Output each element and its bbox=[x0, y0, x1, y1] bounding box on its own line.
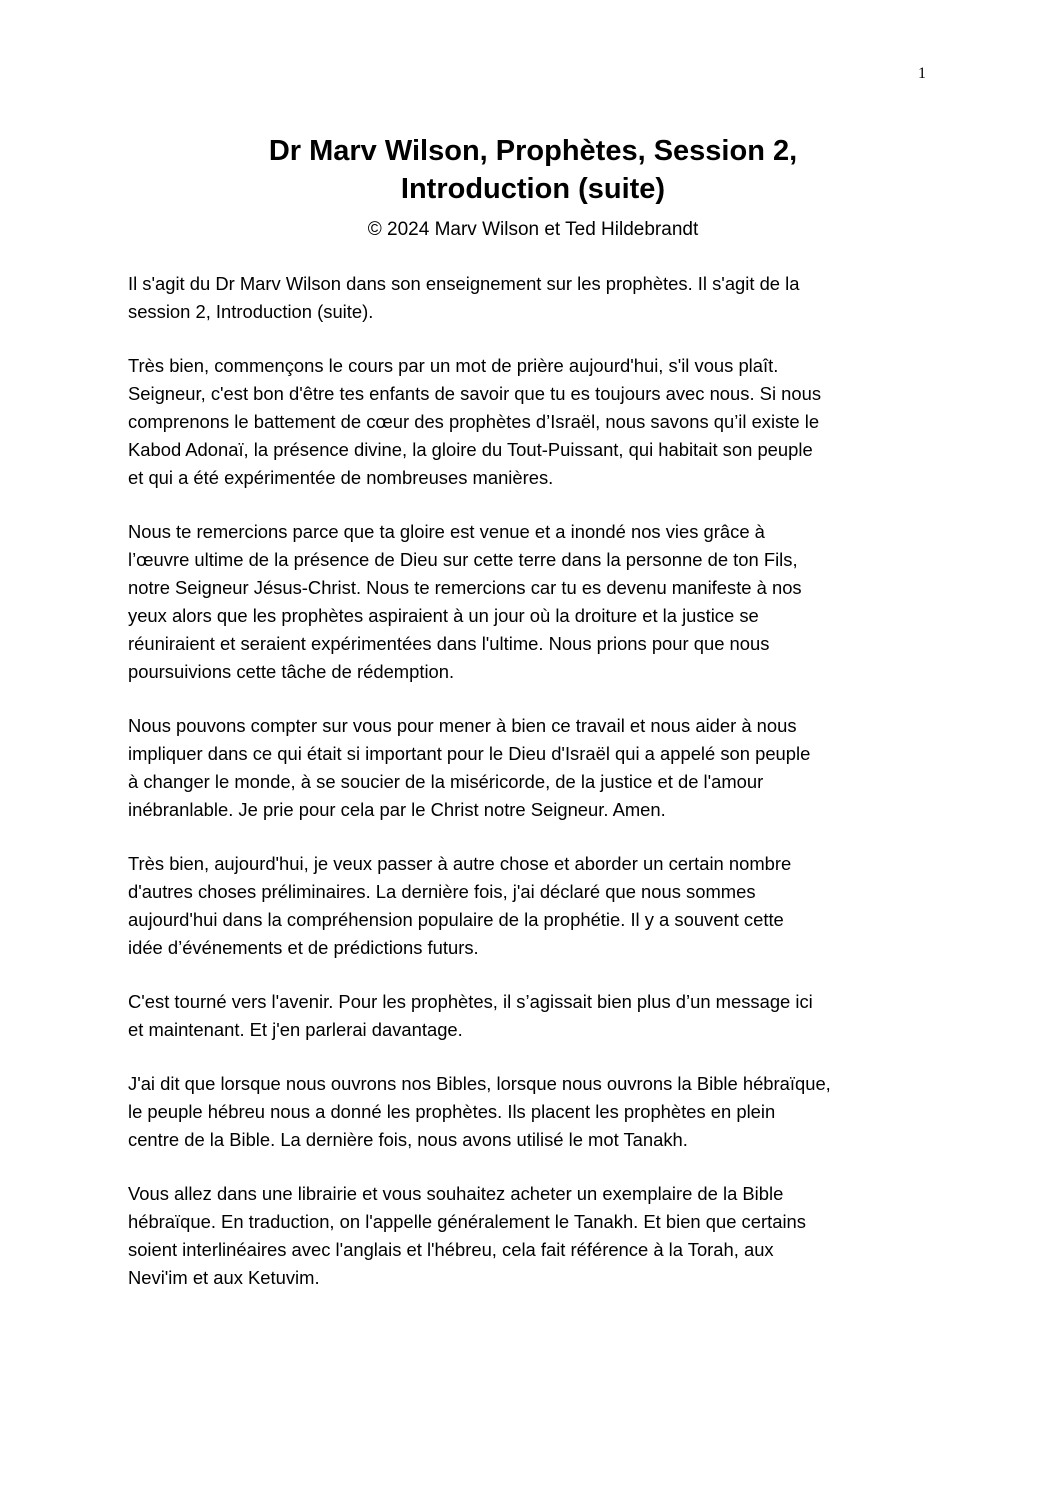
paragraph-line: Kabod Adonaï, la présence divine, la gloire du Tout-Puissant, qui habitait son peuple bbox=[128, 439, 813, 460]
paragraph-line: Très bien, commençons le cours par un mot de prière aujourd'hui, s'il vous plaît. bbox=[128, 355, 779, 376]
paragraph-line: centre de la Bible. La dernière fois, nous avons utilisé le mot Tanakh. bbox=[128, 1129, 688, 1150]
paragraph-line: l’œuvre ultime de la présence de Dieu sur cette terre dans la personne de ton Fils, bbox=[128, 549, 798, 570]
paragraph-line: Nous pouvons compter sur vous pour mener à bien ce travail et nous aider à nous bbox=[128, 715, 797, 736]
paragraph bbox=[128, 518, 938, 686]
paragraph-line: impliquer dans ce qui était si important pour le Dieu d'Israël qui a appelé son peuple bbox=[128, 743, 811, 764]
page-number: 1 bbox=[918, 65, 926, 82]
paragraph bbox=[128, 270, 938, 326]
paragraph-line: yeux alors que les prophètes aspiraient à un jour où la droiture et la justice se bbox=[128, 605, 759, 626]
paragraph-line: Nevi'im et aux Ketuvim. bbox=[128, 1267, 320, 1288]
document-title bbox=[128, 132, 938, 208]
paragraph-line: d'autres choses préliminaires. La dernière fois, j'ai déclaré que nous sommes bbox=[128, 881, 756, 902]
paragraph-line: soient interlinéaires avec l'anglais et l'hébreu, cela fait référence à la Torah, aux bbox=[128, 1239, 774, 1260]
paragraph-line: réuniraient et seraient expérimentées dans l'ultime. Nous prions pour que nous bbox=[128, 633, 770, 654]
paragraph-line: et maintenant. Et j'en parlerai davantage. bbox=[128, 1019, 463, 1040]
paragraph-line: notre Seigneur Jésus-Christ. Nous te remercions car tu es devenu manifeste à nos bbox=[128, 577, 802, 598]
document-body bbox=[128, 270, 938, 1318]
paragraph bbox=[128, 850, 938, 962]
copyright-notice: © 2024 Marv Wilson et Ted Hildebrandt bbox=[367, 219, 699, 240]
paragraph bbox=[128, 352, 938, 492]
paragraph-line: session 2, Introduction (suite). bbox=[128, 301, 374, 322]
paragraph-line: Nous te remercions parce que ta gloire est venue et a inondé nos vies grâce à bbox=[128, 521, 765, 542]
paragraph-line: hébraïque. En traduction, on l'appelle généralement le Tanakh. Et bien que certains bbox=[128, 1211, 806, 1232]
paragraph-line: à changer le monde, à se soucier de la miséricorde, de la justice et de l'amour bbox=[128, 771, 764, 792]
paragraph-line: et qui a été expérimentée de nombreuses manières. bbox=[128, 467, 554, 488]
paragraph bbox=[128, 988, 938, 1044]
paragraph-line: aujourd'hui dans la compréhension populaire de la prophétie. Il y a souvent cette bbox=[128, 909, 784, 930]
paragraph-line: poursuivions cette tâche de rédemption. bbox=[128, 661, 455, 682]
paragraph-line: Très bien, aujourd'hui, je veux passer à autre chose et aborder un certain nombre bbox=[128, 853, 792, 874]
paragraph bbox=[128, 712, 938, 824]
paragraph-line: Il s'agit du Dr Marv Wilson dans son enseignement sur les prophètes. Il s'agit de la bbox=[128, 273, 800, 294]
paragraph-line: inébranlable. Je prie pour cela par le Christ notre Seigneur. Amen. bbox=[128, 799, 666, 820]
title-line-2: Introduction (suite) bbox=[400, 173, 666, 205]
paragraph-line: C'est tourné vers l'avenir. Pour les prophètes, il s’agissait bien plus d’un message ici bbox=[128, 991, 813, 1012]
paragraph-line: le peuple hébreu nous a donné les prophètes. Ils placent les prophètes en plein bbox=[128, 1101, 776, 1122]
paragraph-line: Vous allez dans une librairie et vous souhaitez acheter un exemplaire de la Bible bbox=[128, 1183, 784, 1204]
paragraph bbox=[128, 1070, 938, 1154]
title-line-1: Dr Marv Wilson, Prophètes, Session 2, bbox=[268, 135, 798, 167]
paragraph-line: J'ai dit que lorsque nous ouvrons nos Bibles, lorsque nous ouvrons la Bible hébraïque, bbox=[128, 1073, 831, 1094]
paragraph-line: comprenons le battement de cœur des prophètes d’Israël, nous savons qu’il existe le bbox=[128, 411, 820, 432]
paragraph-line: Seigneur, c'est bon d'être tes enfants de savoir que tu es toujours avec nous. Si nous bbox=[128, 383, 822, 404]
paragraph bbox=[128, 1180, 938, 1292]
paragraph-line: idée d’événements et de prédictions futurs. bbox=[128, 937, 479, 958]
